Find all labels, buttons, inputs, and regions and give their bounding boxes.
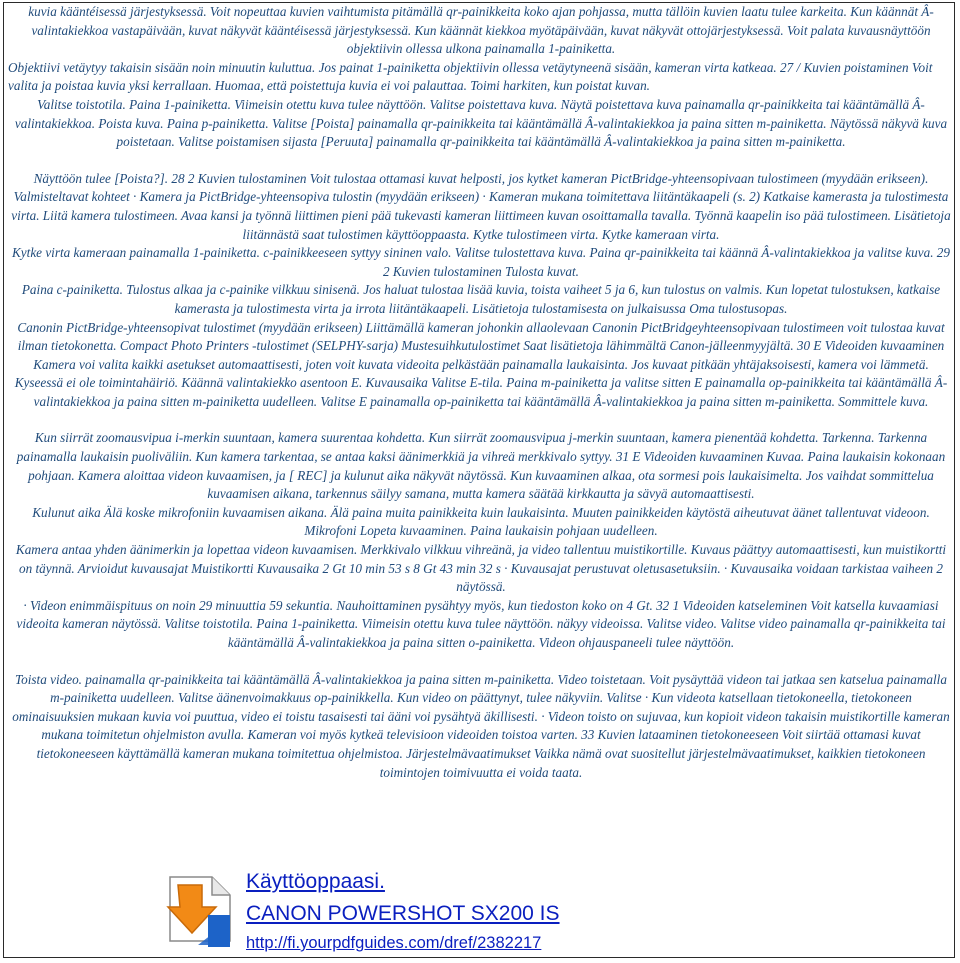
paragraph-delete-image: Valitse toistotila. Paina 1-painiketta. Viimeisin otettu kuva tulee näyttöön. Valitse poistettava kuva. Näytä poistettava kuva painamalla qr-painikkeita tai kääntämällä Â-valintakiekkoa. Poista kuva. Paina p-painiketta. Valitse [Poista] painamalla qr-painikkeita tai kääntämällä Â-valintakiekkoa ja paina sitten m-painiketta. Näytössä näkyvä kuva poistetaan. Valitse poistamisen sijasta [Peruuta] painamalla qr-painikkeita tai kääntämällä Â-valintakiekkoa ja paina sitten m-painiketta. — [14, 96, 948, 150]
paragraph-pictbridge-video: Canonin PictBridge-yhteensopivat tulostimet (myydään erikseen) Liittämällä kameran johonkin allaolevaan Canonin PictBridgeyhteensopivaan tulostimeen voit tulostaa kuvat ilman tietokonetta. Compact Photo Printers -tulostimet (SELPHY-sarja) Mustesuihkutulostimet Saat lisätietoja lähimmältä Canon-jälleenmyyjältä. 30 E Videoiden kuvaaminen Kamera voi valita kaikki asetukset automaattisesti, joten voit kuvata videoita pelkästään painamalla laukaisinta. Jos kuvaat pitkään yhtäjaksoisesti, kamera voi lämmetä. Kyseessä ei ole toimintahäiriö. Käännä valintakiekko asentoon E. Kuvausaika Valitse E-tila. Paina m-painiketta ja valitse sitten E painamalla op-painikkeita tai kääntämällä Â-valintakiekkoa ja paina sitten m-painiketta uudelleen. Valitse E painamalla op-painiketta tai kääntämällä Â-valintakiekkoa ja paina sitten m-painiketta. Sommittele kuva. — [14, 319, 948, 409]
paragraph-playback-order: kuvia kääntéisessä järjestyksessä. Voit nopeuttaa kuvien vaihtumista pitämällä qr-painikkeita koko ajan pohjassa, mutta tällöin kuvien laatu tulee karkeita. Kun käännät Â-valintakiekkoa vastapäivään, kuvat näkyvät kääntéisessä järjestyksessä. Kun käännät kiekkoa myötäpäivään, kuvat näkyvät ottojärjestyksessä. Voit palata kuvausnäyttöön objektiivin ollessa ulkona painamalla 1-painiketta. — [28, 4, 934, 57]
paragraph-video-length: · Videon enimmäispituus on noin 29 minuuttia 59 sekuntia. Nauhoittaminen pysähtyy myös, kun tiedoston koko on 4 Gt. 32 1 Videoiden katseleminen Voit katsella kuvaamiasi videoita kameran näytössä. Valitse toistotila. Paina 1-painiketta. Viimeisin otettu kuva tulee näyttöön. näkyy videoissa. Valitse video. Valitse video painamalla qr-painikkeita tai kääntämällä Â-valintakiekkoa ja paina sitten o-painiketta. Videon ohjauspaneeli tulee näyttöön. — [16, 597, 946, 650]
manual-url-link[interactable]: http://fi.yourpdfguides.com/dref/2382217 — [246, 934, 542, 952]
paragraph-recording-stop: Kamera antaa yhden äänimerkin ja lopettaa videon kuvaamisen. Merkkivalo vilkkuu vihreänä, ja video tallentuu muistikortille. Kuvaus päättyy automaattisesti, kun muistikortti on täynnä. Arvioidut kuvausajat Muistikortti Kuvausaika 2 Gt 10 min 53 s 8 Gt 43 min 32 s · Kuvausajat perustuvat oletusasetuksiin. · Kuvausaika voidaan tarkistaa vaiheen 2 näytössä. — [15, 542, 947, 595]
paragraph-play-video: Toista video. painamalla qr-painikkeita tai kääntämällä Â-valintakiekkoa ja paina sitten m-painiketta. Video toistetaan. Voit pysäyttää videon tai jatkaa sen katselua painamalla m-painiketta uudelleen. Valitse äänenvoimakkuus op-painikkella. Kun video on päättynyt, tulee näkyviin. Valitse · Kun videota katsellaan tietokoneella, tietokoneen ominaisuuksien mukaan kuvia voi puuttua, video ei toistu tasaisesti tai ääni voi pysähtyä äkillisesti. · Videon toisto on sujuvaa, kun kopioit videon takaisin muistikortille kameran mukana toimitetun ohjelmiston avulla. Kameran voi myös kytkeä televisioon videoiden toistoa varten. 33 Kuvien lataaminen tietokoneeseen Voit siirtää ottamasi kuvat tietokoneeseen käyttämällä kameran mukana toimitettua ohjelmistoa. Järjestelmävaatimukset Vaikka nämä ovat suositellut järjestelmävaatimukset, kaikkien tietokoneen toimintojen toimivuutta ei voida taata. — [12, 671, 950, 780]
paragraph-elapsed-time: Kulunut aika Älä koske mikrofoniin kuvaamisen aikana. Älä paina muita painikkeita kuin laukaisinta. Muuten painikkeiden käytöstä aiheutuvat äänet tallentuvat videoon. Mikrofoni Lopeta kuvaaminen. Paina laukaisin pohjaan uudelleen. — [32, 504, 930, 539]
paragraph-zoom-focus: Kun siirrät zoomausvipua i-merkin suuntaan, kamera suurentaa kohdetta. Kun siirrät zoomausvipua j-merkin suuntaan, kamera pienentää kohdetta. Tarkenna. Tarkenna painamalla laukaisin puoliväliin. Kun kamera tarkentaa, se antaa kaksi äänimerkkiä ja vihreä merkkivalo syttyy. 31 E Videoiden kuvaaminen Kuvaa. Paina laukaisin kokonaan pohjaan. Kamera aloittaa videon kuvaamisen, ja [ REC] ja kulunut aika näkyvät näytössä. Kun kuvaaminen alkaa, ota sormesi pois laukaisimelta. Jos vaihdat sommittelua kuvaamisen aikana, tarkennus säilyy samana, mutta kamera säätää kirkkautta ja sävyä automaattisesti. — [16, 430, 946, 502]
document-page — [3, 2, 955, 958]
manual-title-link[interactable]: Käyttöoppaasi. — [246, 870, 385, 893]
pdf-download-arrow-icon[interactable] — [158, 867, 242, 951]
paragraph-lens-retract: Objektiivi vetäytyy takaisin sisään noin minuutin kuluttua. Jos painat 1-painiketta objektiivin ollessa vetäytyneenä sisään, kameran virta katkeaa. 27 / Kuvien poistaminen Voit valita ja poistaa kuvia yksi kerrallaan. Huomaa, että poistettuja kuvia ei voi palauttaa. Toimi harkiten, kun poistat kuvan. — [8, 59, 933, 94]
paragraph-printing-start: Paina c-painiketta. Tulostus alkaa ja c-painike vilkkuu sinisenä. Jos haluat tulostaa lisää kuvia, toista vaiheet 5 ja 6, kun tulostus on valmis. Kun lopetat tulostuksen, katkaise kamerasta ja tulostimesta virta ja irrota liitäntäkaapeli. Lisätietoja tulostamisesta on julkaisussa Oma tulostusopas. — [21, 282, 941, 316]
paragraph-printing-select: Kytke virta kameraan painamalla 1-painiketta. c-painikkeeseen syttyy sininen valo. Valitse tulostettava kuva. Paina qr-painikkeita tai käännä Â-valintakiekkoa ja valitse kuva. 29 2 Kuvien tulostaminen Tulosta kuvat. — [12, 245, 950, 279]
footer-links — [246, 867, 560, 955]
document-body — [8, 3, 954, 782]
download-footer — [154, 867, 954, 955]
paragraph-printing-intro: Näyttöön tulee [Poista?]. 28 2 Kuvien tulostaminen Voit tulostaa ottamasi kuvat helposti, jos kytket kameran PictBridge-yhteensopivaan tulostimeen (myydään erikseen). Valmisteltavat kohteet · Kamera ja PictBridge-yhteensopiva tulostin (myydään erikseen) · Kameran mukana toimitettava liitäntäkaapeli (s. 2) Katkaise kamerasta ja tulostimesta virta. Liitä kamera tulostimeen. Avaa kansi ja työnnä liittimen pieni pää tukevasti kameran liittimeen kuvan osoittamalla tavalla. Työnnä kaapelin iso pää tulostimeen. Lisätietoja liitännästä saat tulostimen käyttöoppaasta. Kytke tulostimeen virta. Kytke kameraan virta. — [11, 170, 951, 242]
product-model-link[interactable]: CANON POWERSHOT SX200 IS — [246, 902, 560, 925]
